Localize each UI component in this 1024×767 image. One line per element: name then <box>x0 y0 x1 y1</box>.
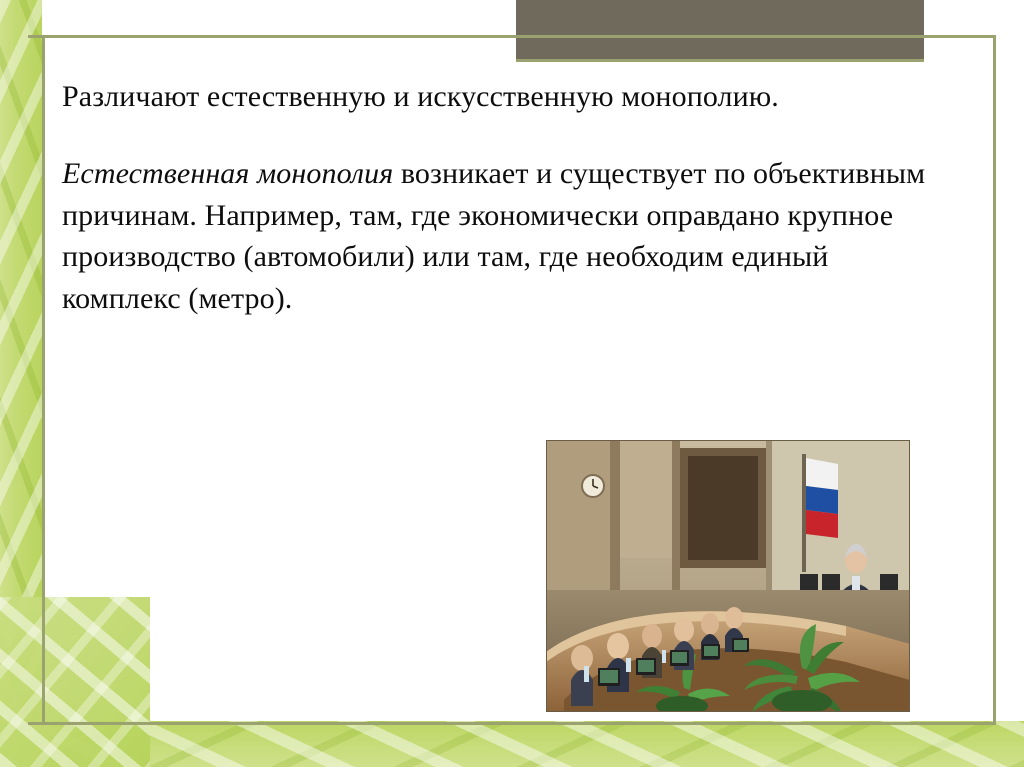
meeting-photo <box>546 440 910 712</box>
paragraph-spacer <box>62 117 952 153</box>
top-accent-bar <box>516 0 924 62</box>
corner-ornament-pattern <box>0 597 150 767</box>
frame-rule-bottom <box>28 722 996 725</box>
bottom-left-corner-ornament <box>0 597 150 767</box>
bottom-border-pattern <box>0 721 1024 767</box>
definition-text: возникает и существует по объективным причинам. Например, там, где экономически оправдано крупное производство (автомобили) или там, где необходим единый комплекс (метро). <box>62 157 926 315</box>
slide-body <box>62 76 952 319</box>
bottom-decorative-border <box>0 721 1024 767</box>
frame-rule-top <box>28 35 996 38</box>
paragraph-definition <box>62 153 952 319</box>
term-natural-monopoly: Естественная монополия <box>62 157 394 191</box>
frame-rule-right <box>993 35 996 725</box>
frame-rule-left <box>42 35 45 725</box>
meeting-photo-illustration <box>546 440 910 712</box>
paragraph-intro: Различают естественную и искусственную монополию. <box>62 80 779 113</box>
